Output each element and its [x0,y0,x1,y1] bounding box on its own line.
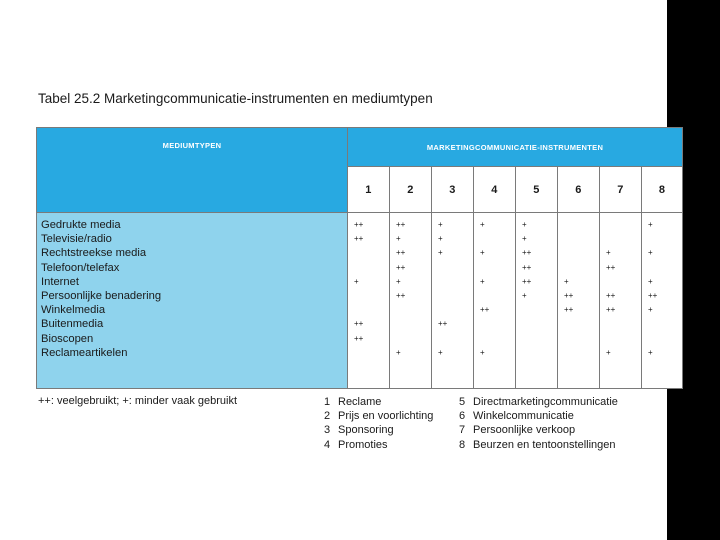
value-cell [396,332,431,346]
value-cell [648,332,682,346]
value-cell [606,332,641,346]
instrument-column-1 [348,213,390,389]
value-cell: + [648,276,653,286]
value-cell [396,303,431,317]
value-cell: + [480,248,485,258]
column-number-3: 3 [432,167,474,213]
instrument-list-left [324,395,433,452]
value-cell [354,346,389,360]
value-cell [564,261,599,275]
value-cell: + [438,234,443,244]
value-cell [564,246,599,260]
value-cell: + [480,276,485,286]
instrument-legend-item [459,438,618,452]
value-cell [438,332,473,346]
value-cell: + [522,234,527,244]
value-cell: + [396,347,401,357]
value-cell: ++ [354,234,364,244]
column-number-1: 1 [348,167,390,213]
instrument-number: 1 [324,396,331,408]
marketing-table [36,127,683,389]
value-cell [648,232,682,246]
value-cell: + [438,347,443,357]
instrument-legend-item [459,423,618,437]
column-number-6: 6 [558,167,600,213]
value-cell [354,303,389,317]
value-cell [606,317,641,331]
value-cell: + [396,234,401,244]
instrument-label: Prijs en voorlichting [338,410,434,423]
value-cell [438,261,473,275]
value-cell: ++ [606,262,616,272]
instrument-label: Persoonlijke verkoop [473,424,576,437]
value-cell [480,232,515,246]
column-number-5: 5 [516,167,558,213]
value-cell: ++ [354,319,364,329]
value-cell: + [522,290,527,300]
value-cell: + [438,248,443,258]
value-cell: ++ [606,290,616,300]
value-cell [522,332,557,346]
value-cell: ++ [396,290,406,300]
value-cell [522,317,557,331]
value-cell [606,218,641,232]
value-cell: + [648,248,653,258]
instrument-number: 8 [459,438,466,451]
instrument-legend-item [324,409,433,423]
value-cell: ++ [480,305,490,315]
instrument-number: 7 [459,424,466,437]
value-cell [564,346,599,360]
value-cell: ++ [522,276,532,286]
media-type-item: Winkelmedia [41,304,106,317]
media-type-item: Reclameartikelen [41,346,128,359]
value-cell: ++ [564,290,574,300]
table-title: Tabel 25.2 Marketingcommunicatie-instrumenten en mediumtypen [38,91,433,106]
instrument-number: 6 [459,410,466,423]
instrument-number: 3 [324,424,331,437]
media-list [37,213,347,360]
media-type-item: Telefoon/telefax [41,261,120,274]
value-cell: ++ [522,248,532,258]
header-instrumenten: MARKETINGCOMMUNICATIE-INSTRUMENTEN [348,128,683,167]
instrument-column-7 [600,213,642,389]
value-cell [438,289,473,303]
value-cell: + [648,220,653,229]
instrument-label: Winkelcommunicatie [473,410,574,423]
value-cell [396,317,431,331]
instrument-column-2 [390,213,432,389]
value-cell [354,246,389,260]
column-number-7: 7 [600,167,642,213]
value-cell [480,261,515,275]
value-cell: ++ [438,319,448,329]
column-number-2: 2 [390,167,432,213]
instrument-label: Directmarketingcommunicatie [473,396,618,408]
instrument-label: Sponsoring [338,424,394,437]
value-cell: + [480,220,485,229]
value-cell [648,261,682,275]
media-type-item: Buitenmedia [41,318,104,331]
instrument-legend-item [459,395,618,409]
media-type-item: Televisie/radio [41,233,112,246]
value-cell [522,346,557,360]
value-cell [648,317,682,331]
legend: ++: veelgebruikt; +: minder vaak gebruikt [38,395,238,407]
value-cell: ++ [648,290,658,300]
value-cell: + [438,220,443,229]
media-type-item: Bioscopen [41,332,94,345]
header-mediumtypen: MEDIUMTYPEN [37,128,348,213]
value-cell [480,332,515,346]
instrument-legend-item [324,423,433,437]
value-cell [480,317,515,331]
value-cell [564,332,599,346]
value-cell: ++ [606,305,616,315]
instrument-number: 2 [324,410,331,423]
value-cell: + [648,347,653,357]
media-types-cell [37,213,348,389]
instrument-column-8 [642,213,683,389]
value-cell [438,275,473,289]
instrument-legend-item [324,438,433,452]
column-number-4: 4 [474,167,516,213]
value-cell: ++ [522,262,532,272]
value-cell: ++ [354,220,364,229]
instrument-column-4 [474,213,516,389]
value-cell [564,232,599,246]
instrument-list-right [459,395,618,452]
value-cell: + [606,347,611,357]
media-type-item: Persoonlijke benadering [41,290,162,303]
value-cell: ++ [396,220,406,229]
value-cell [354,261,389,275]
value-cell: ++ [396,262,406,272]
value-cell [606,232,641,246]
instrument-number: 5 [459,396,466,408]
media-type-item: Rechtstreekse media [41,247,147,260]
value-cell [438,303,473,317]
instrument-label: Beurzen en tentoonstellingen [473,438,616,451]
value-cell [564,317,599,331]
value-cell [354,289,389,303]
value-cell: + [564,276,569,286]
value-cell [480,289,515,303]
value-cell: + [480,347,485,357]
value-cell: + [522,220,527,229]
value-cell: ++ [564,305,574,315]
instrument-legend-item [324,395,433,409]
value-cell: + [396,276,401,286]
instrument-label: Reclame [338,396,382,408]
value-cell: ++ [396,248,406,258]
instrument-column-6 [558,213,600,389]
value-cell [564,218,599,232]
media-type-item: Gedrukte media [41,219,121,231]
instrument-label: Promoties [338,438,388,451]
value-cell [522,303,557,317]
value-cell: ++ [354,333,364,343]
value-cell [606,275,641,289]
instrument-legend-item [459,409,618,423]
media-type-item: Internet [41,275,79,288]
instrument-number: 4 [324,438,331,451]
value-cell: + [606,248,611,258]
value-cell: + [354,276,359,286]
instrument-column-3 [432,213,474,389]
column-number-8: 8 [642,167,683,213]
value-cell: + [648,305,653,315]
instrument-column-5 [516,213,558,389]
